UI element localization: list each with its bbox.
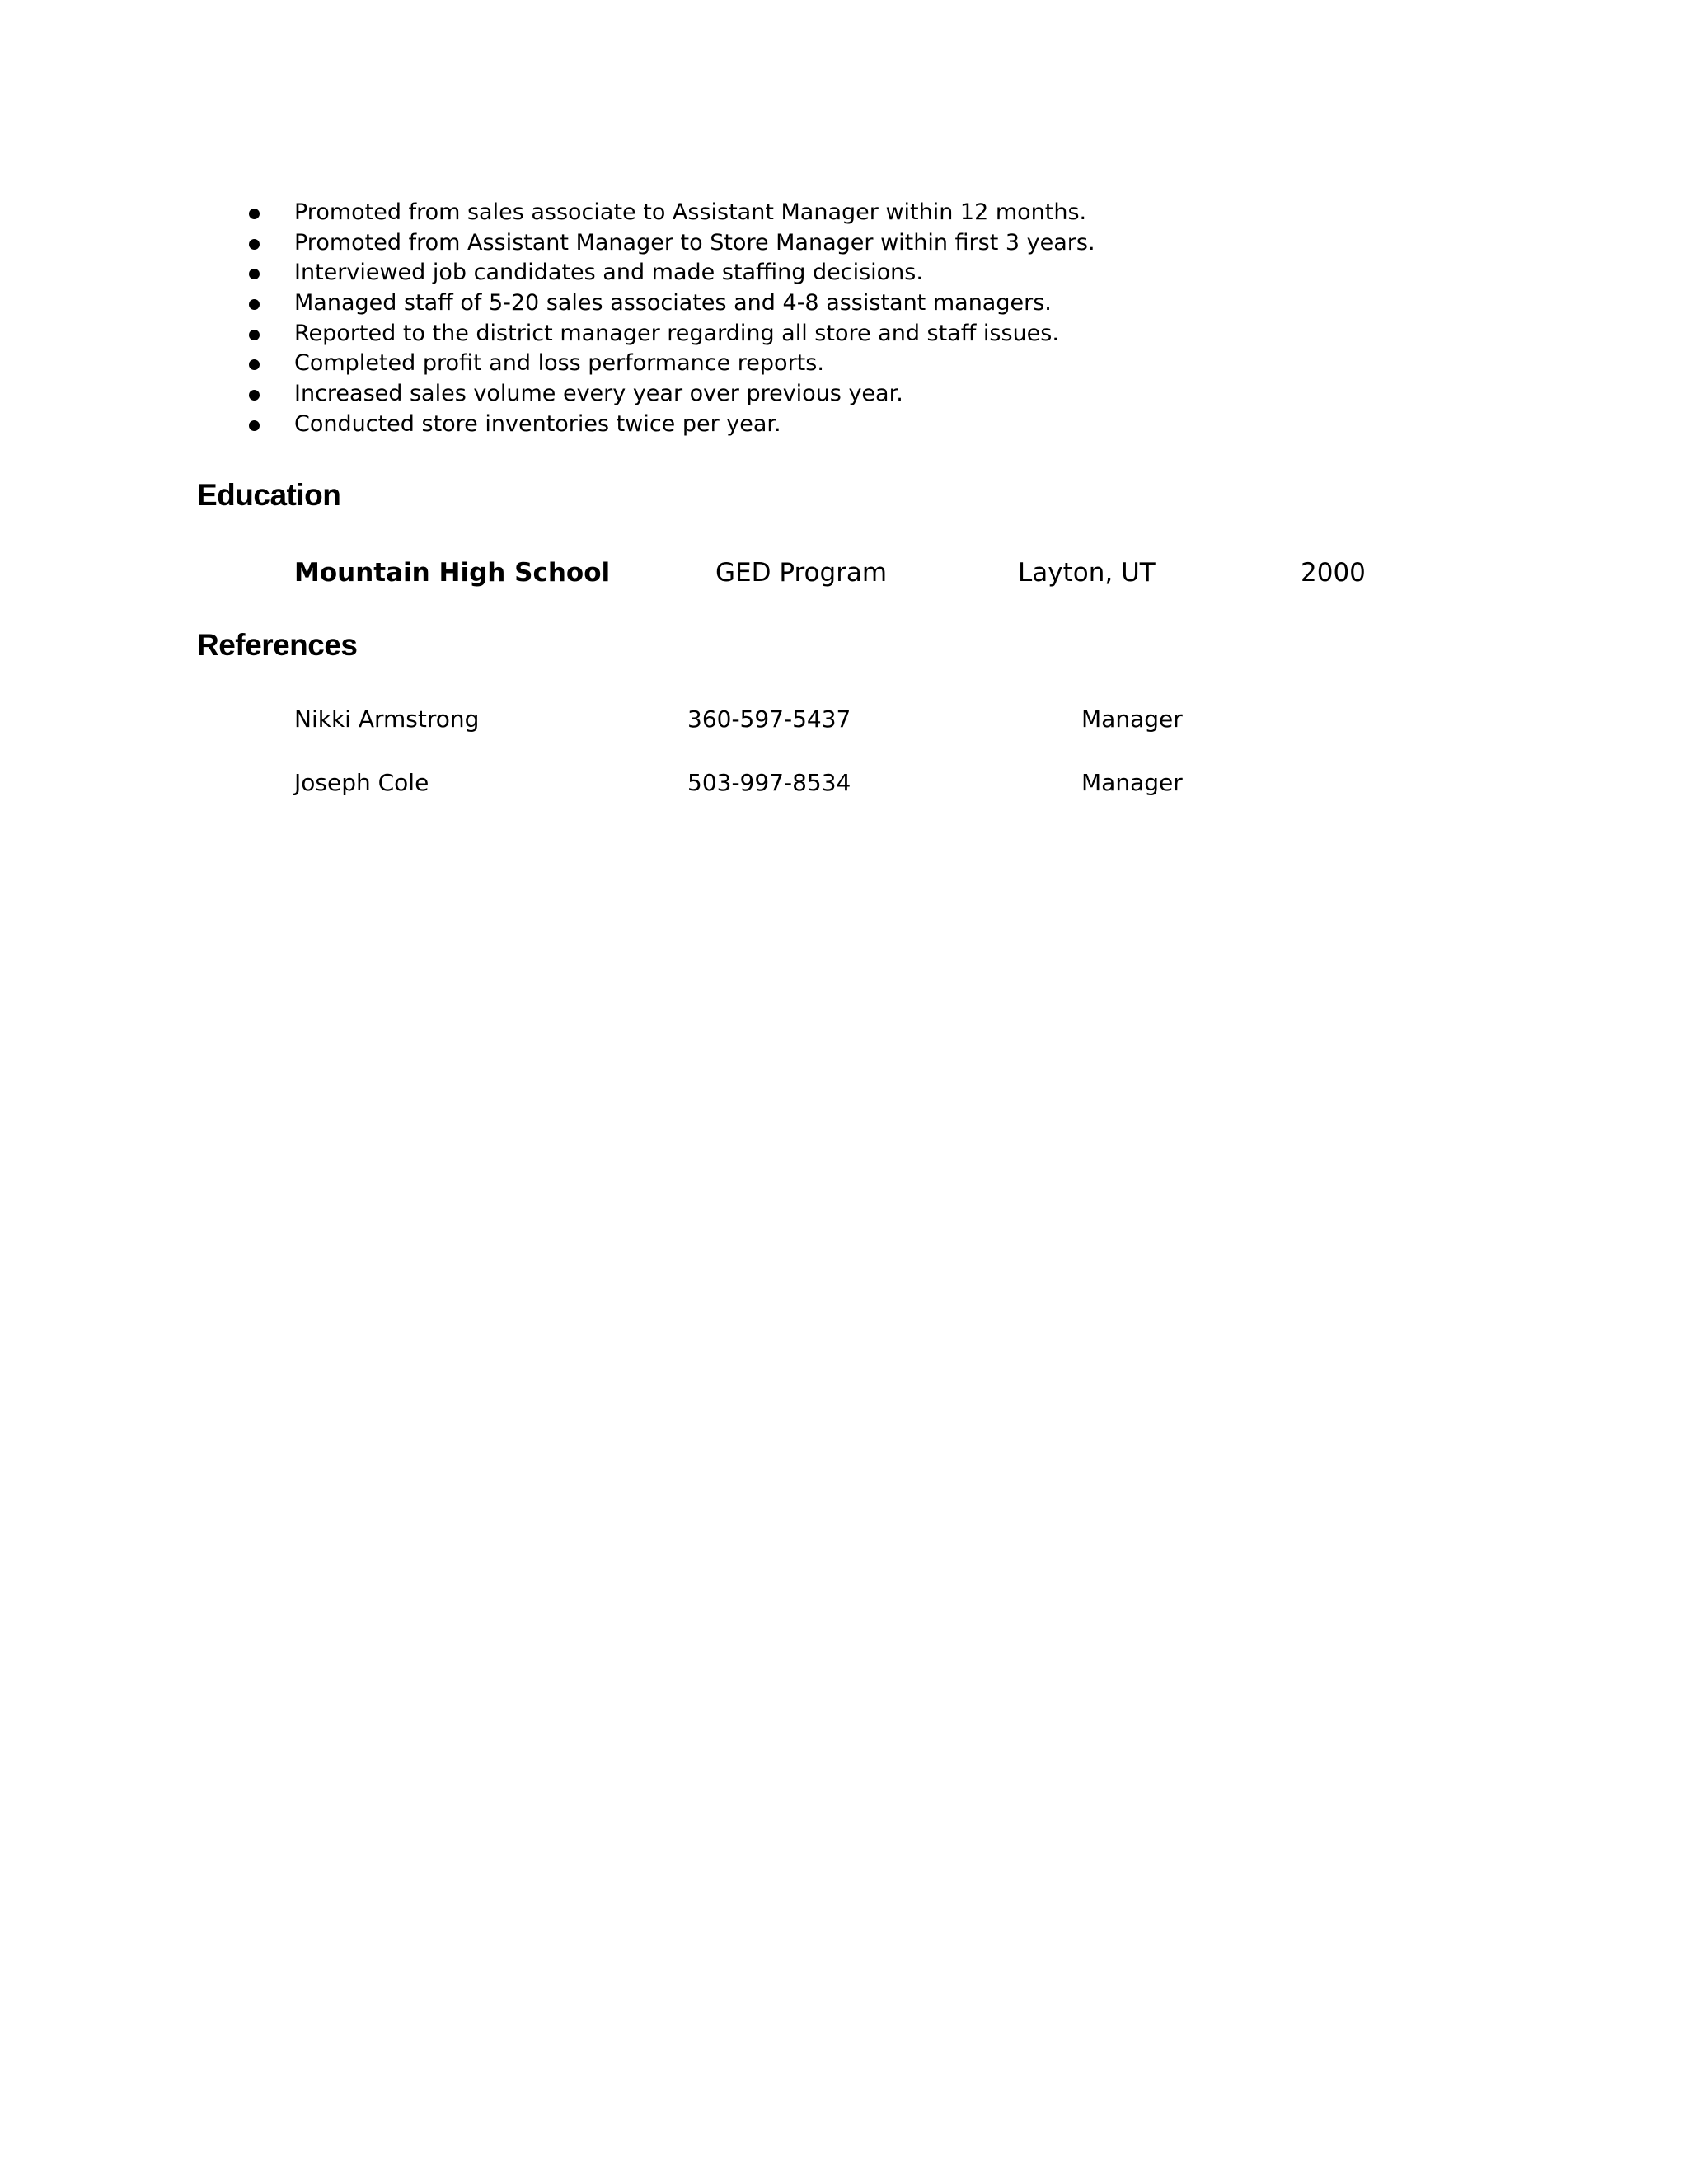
- reference-entry: [0, 704, 1688, 735]
- list-item-text: Interviewed job candidates and made staffing decisions.: [294, 260, 923, 286]
- reference-name: Joseph Cole: [294, 769, 429, 796]
- list-item-text: Promoted from Assistant Manager to Store Manager within first 3 years.: [294, 229, 1095, 255]
- bullet-icon: [249, 330, 260, 340]
- graduation-year: 2000: [1301, 558, 1366, 588]
- list-item-text: Managed staff of 5-20 sales associates and 4-8 assistant managers.: [294, 290, 1052, 316]
- bullet-icon: [249, 239, 260, 250]
- school-name: Mountain High School: [294, 558, 611, 588]
- reference-title: Manager: [1081, 769, 1183, 796]
- bullet-icon: [249, 390, 260, 401]
- bullet-icon: [249, 269, 260, 279]
- list-item-text: Reported to the district manager regarding all store and staff issues.: [294, 320, 1059, 346]
- bullet-icon: [249, 299, 260, 310]
- education-heading: Education: [197, 478, 341, 512]
- list-item-text: Conducted store inventories twice per year.: [294, 410, 781, 437]
- bullet-icon: [249, 209, 260, 219]
- reference-phone: 503-997-8534: [687, 769, 851, 796]
- list-item-text: Completed profit and loss performance reports.: [294, 350, 824, 377]
- reference-phone: 360-597-5437: [687, 705, 851, 733]
- list-item-text: Increased sales volume every year over previous year.: [294, 381, 903, 407]
- reference-name: Nikki Armstrong: [294, 705, 480, 733]
- reference-title: Manager: [1081, 705, 1183, 733]
- list-item-text: Promoted from sales associate to Assistant Manager within 12 months.: [294, 199, 1087, 225]
- school-location: Layton, UT: [1018, 558, 1156, 588]
- bullet-icon: [249, 420, 260, 431]
- bullet-icon: [249, 359, 260, 370]
- reference-entry: [0, 767, 1688, 799]
- program-name: GED Program: [715, 558, 888, 588]
- education-entry: [0, 555, 1688, 590]
- references-heading: References: [197, 628, 358, 662]
